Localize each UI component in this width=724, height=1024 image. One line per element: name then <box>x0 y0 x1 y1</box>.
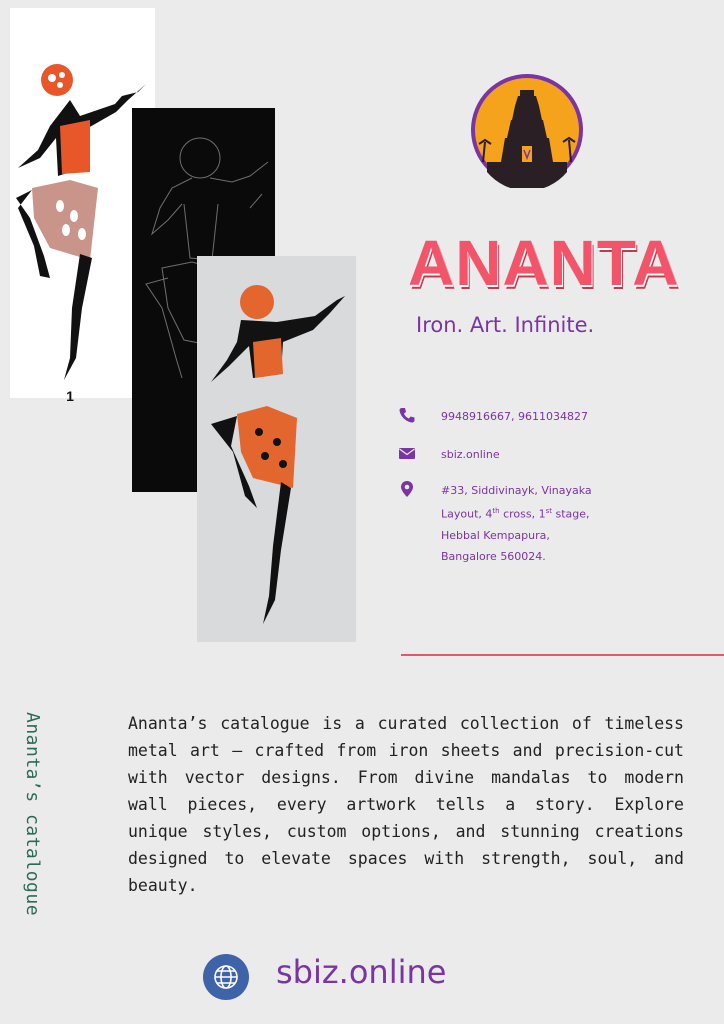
address-line-2: Layout, 4th cross, 1st stage, <box>441 507 590 521</box>
globe-button[interactable] <box>203 954 249 1000</box>
contact-phone <box>398 406 698 426</box>
brand-tagline: Iron. Art. Infinite. <box>416 313 595 337</box>
catalogue-description: Ananta’s catalogue is a curated collection of timeless metal art — crafted from iron sheets and precision-cut with vector designs. From divine mandalas to modern wall pieces, every artwork tells a story. Explore unique styles, custom options, and stunning creations designed to elevate spaces with strength, soul, and beauty. <box>128 714 684 895</box>
location-pin-icon <box>398 480 416 498</box>
brand-title: ANANTA <box>408 227 680 299</box>
address-line-3: Hebbal Kempapura, <box>441 528 550 542</box>
website-link[interactable]: sbiz.online <box>441 448 500 461</box>
phone-numbers: 9948916667, 9611034827 <box>441 410 588 423</box>
address-line-4: Bangalore 560024. <box>441 549 546 563</box>
phone-icon <box>398 406 416 424</box>
dancer-metal-figure <box>197 256 356 642</box>
address-text <box>441 480 641 567</box>
brand-logo <box>469 72 585 188</box>
sketch-number-label: 1 <box>66 388 74 404</box>
address-line-1: #33, Siddivinayk, Vinayaka <box>441 484 592 497</box>
section-divider <box>401 654 724 656</box>
contact-address <box>398 480 698 570</box>
artwork-product-photo <box>197 256 356 642</box>
footer-website-link[interactable]: sbiz.online <box>276 953 447 991</box>
catalogue-side-label: Ananta’s catalogue <box>22 712 43 917</box>
contact-website <box>398 444 698 464</box>
mail-icon <box>398 444 416 462</box>
temple-icon <box>469 72 585 188</box>
globe-icon <box>203 954 249 1000</box>
